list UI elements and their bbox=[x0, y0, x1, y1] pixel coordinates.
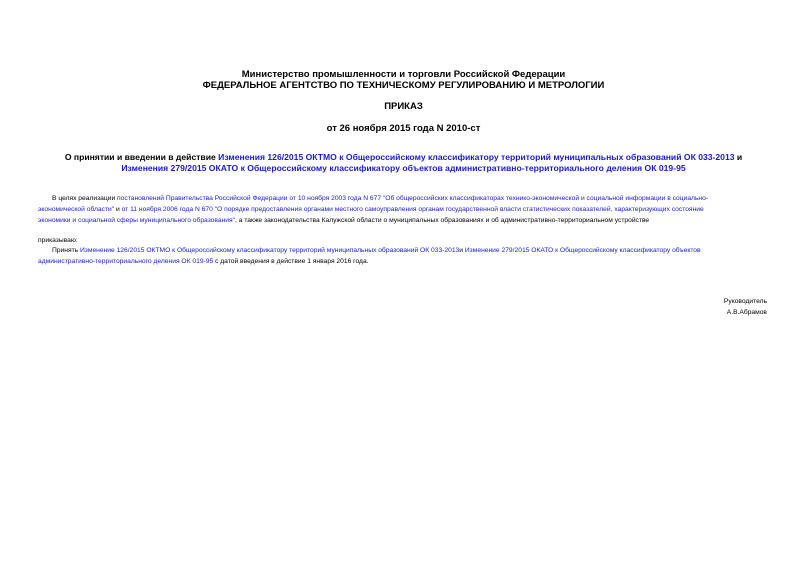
order-link-oktmo[interactable]: Изменение 126/2015 ОКТМО к Общероссийскому классификатору территорий муниципальных образований ОК 033-2013 bbox=[79, 247, 460, 254]
title-line-2 bbox=[30, 163, 777, 174]
preamble-link-resolution-677-cont[interactable]: экономической области" bbox=[38, 206, 115, 213]
order-text-2: с датой введения в действие 1 января 2016 года. bbox=[213, 258, 369, 265]
preamble-text-3: , а также законодательства Калужской области о муниципальных образованиях и об административно-территориальном устройстве bbox=[235, 217, 650, 224]
document-type: ПРИКАЗ bbox=[384, 101, 423, 112]
title-and: и bbox=[734, 152, 743, 162]
signature-block bbox=[724, 296, 767, 318]
preamble-paragraph bbox=[38, 193, 769, 226]
title-line-1 bbox=[30, 152, 777, 163]
preamble-text-1: В целях реализации bbox=[52, 195, 118, 202]
order-link-okato[interactable]: Изменение 279/2015 ОКАТО к Общероссийскому классификатору объектов bbox=[464, 247, 701, 254]
document-date-number: от 26 ноября 2015 года N 2010-ст bbox=[326, 123, 481, 134]
order-link-okato-cont[interactable]: административно-территориального деления ОК 019-95 bbox=[38, 258, 214, 265]
ministry-name: Министерство промышленности и торговли Российской Федерации bbox=[241, 69, 566, 80]
order-line-1 bbox=[38, 245, 769, 256]
preamble-link-resolution-677[interactable]: постановлений Правительства Российской Федерации от 10 ноября 2003 года N 677 "Об общероссийских классификаторах технико-экономической и социальной информации в социально- bbox=[117, 195, 709, 202]
order-paragraph bbox=[38, 245, 769, 267]
preamble-line-2 bbox=[38, 204, 769, 215]
preamble-line-1 bbox=[38, 193, 769, 204]
order-word: приказываю: bbox=[38, 237, 78, 244]
title-link-okato[interactable]: Изменения 279/2015 ОКАТО к Общероссийскому классификатору объектов административно-территориального деления ОК 019-95 bbox=[121, 163, 686, 173]
order-and: и bbox=[459, 247, 465, 254]
preamble-link-resolution-670[interactable]: от 11 ноября 2006 года N 670 "О порядке предоставления органами местного самоуправления органам государственной власти статистических показателей, характеризующих состояние bbox=[121, 206, 704, 213]
preamble-link-resolution-670-cont[interactable]: экономики и социальной сферы муниципального образования" bbox=[38, 217, 236, 224]
order-line-2 bbox=[38, 256, 769, 267]
document-title bbox=[30, 152, 777, 174]
preamble-text-2: и bbox=[114, 206, 122, 213]
signature-role: Руководитель bbox=[723, 298, 767, 305]
title-prefix: О принятии и введении в действие bbox=[64, 152, 219, 162]
order-text-1: Принять bbox=[52, 247, 80, 254]
title-link-oktmo[interactable]: Изменения 126/2015 ОКТМО к Общероссийскому классификатору территорий муниципальных образований ОК 033-2013 bbox=[218, 152, 735, 162]
agency-name: ФЕДЕРАЛЬНОЕ АГЕНТСТВО ПО ТЕХНИЧЕСКОМУ РЕГУЛИРОВАНИЮ И МЕТРОЛОГИИ bbox=[202, 80, 605, 91]
preamble-line-3 bbox=[38, 215, 769, 226]
signature-name: А.В.Абрамов bbox=[726, 309, 767, 316]
